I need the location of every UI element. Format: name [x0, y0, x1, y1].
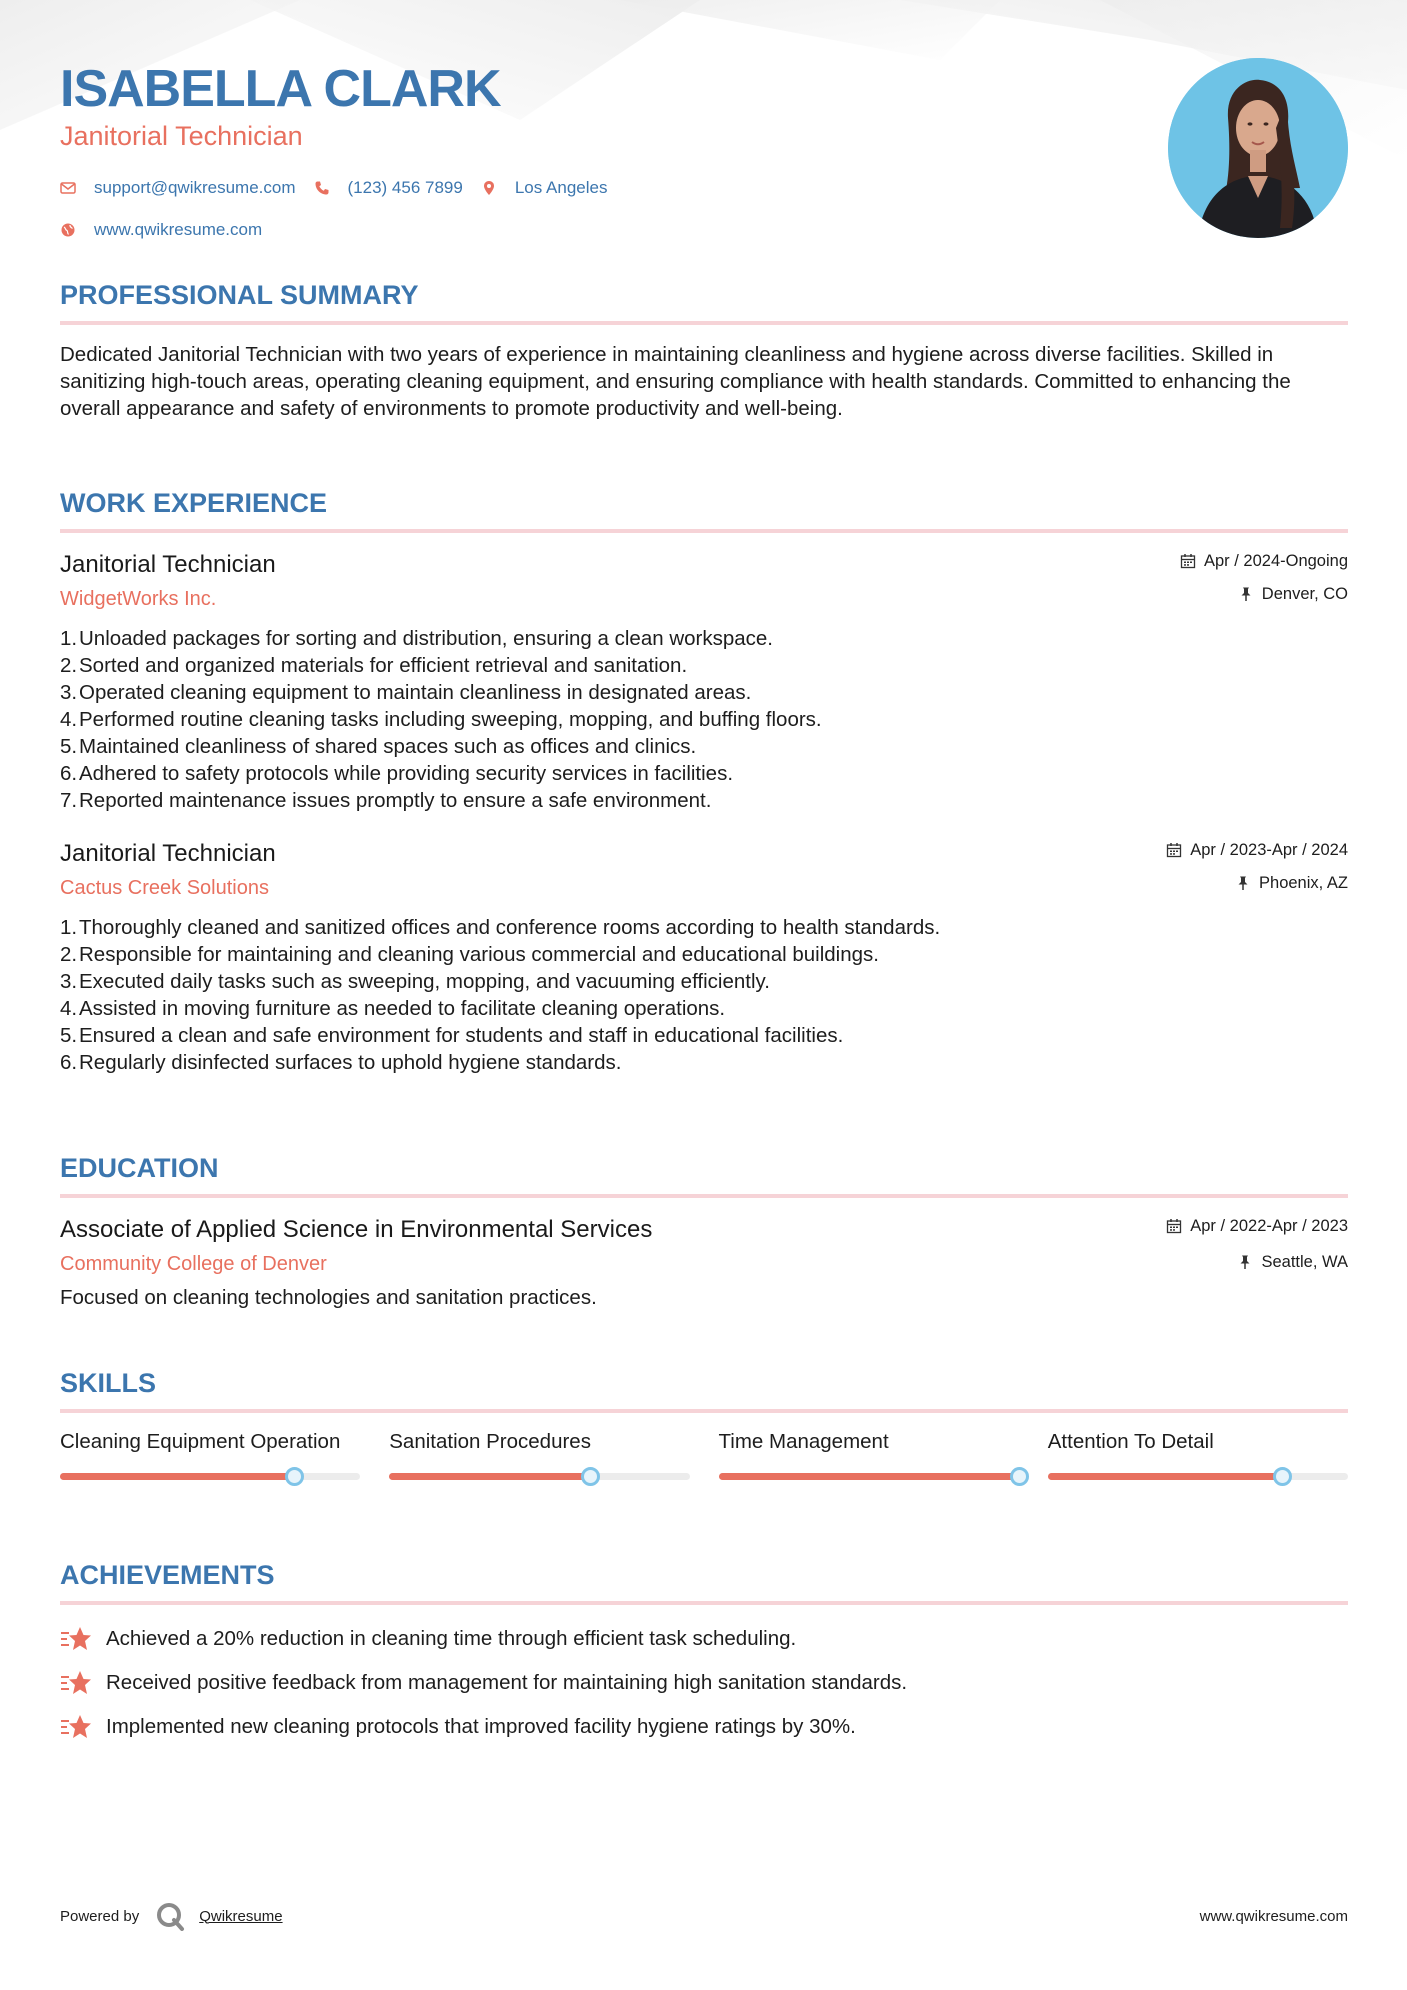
list-item: 6. Adhered to safety protocols while providing security services in facilities. [60, 762, 734, 785]
achievement-item [60, 1625, 1348, 1653]
skill-bar-knob [1273, 1467, 1292, 1486]
education-entry [60, 1214, 1348, 1312]
skills-section [60, 1366, 1348, 1480]
skill-name: Attention To Detail [1047, 1430, 1214, 1453]
location-text: Los Angeles [514, 178, 608, 197]
star-icon [60, 1713, 92, 1741]
summary-section [60, 278, 1348, 422]
skill-item [389, 1428, 689, 1480]
job-dates-text: Apr / 2023-Apr / 2024 [1190, 840, 1348, 859]
job-entry [60, 838, 1348, 1076]
contact-row [60, 176, 1150, 200]
skill-bar-knob [285, 1467, 304, 1486]
achievement-item [60, 1669, 1348, 1697]
skill-bar [389, 1473, 689, 1480]
job-meta [1180, 549, 1348, 606]
education-dates-text: Apr / 2022-Apr / 2023 [1190, 1216, 1348, 1235]
candidate-name: ISABELLA CLARK [60, 60, 501, 118]
education-section [60, 1151, 1348, 1312]
list-item: 4. Assisted in moving furniture as needed to facilitate cleaning operations. [60, 997, 726, 1020]
contact-row [60, 218, 1150, 242]
globe-icon [60, 222, 76, 238]
school-name: Community College of Denver [60, 1253, 327, 1275]
degree-title: Associate of Applied Science in Environmental Services [60, 1216, 653, 1243]
job-dates [1166, 838, 1348, 862]
pushpin-icon [1237, 1254, 1253, 1270]
skill-name: Time Management [718, 1430, 889, 1453]
star-icon [60, 1625, 92, 1653]
phone-icon [314, 180, 330, 196]
list-item: 1. Unloaded packages for sorting and distribution, ensuring a clean workspace. [60, 627, 773, 650]
job-dates [1180, 549, 1348, 573]
education-location-text: Seattle, WA [1261, 1252, 1348, 1271]
list-item: 5. Maintained cleanliness of shared spaces such as offices and clinics. [60, 735, 697, 758]
section-divider [60, 1601, 1348, 1605]
footer-website[interactable]: www.qwikresume.com [1199, 1907, 1348, 1925]
job-location-text: Phoenix, AZ [1259, 873, 1348, 892]
skill-bar-knob [1010, 1467, 1029, 1486]
skill-item [719, 1428, 1019, 1480]
achievement-text: Received positive feedback from management for maintaining high sanitation standards. [106, 1671, 908, 1694]
list-item: 7. Reported maintenance issues promptly to ensure a safe environment. [60, 789, 712, 812]
education-description: Focused on cleaning technologies and sanitation practices. [60, 1286, 597, 1309]
skill-item [1048, 1428, 1348, 1480]
skill-bar-fill [60, 1473, 294, 1480]
skill-name: Sanitation Procedures [389, 1430, 591, 1453]
skill-name: Cleaning Equipment Operation [60, 1430, 341, 1453]
achievements-list [60, 1625, 1348, 1741]
job-entry [60, 549, 1348, 814]
education-dates [1166, 1214, 1348, 1238]
list-item: 1. Thoroughly cleaned and sanitized offices and conference rooms according to health standards. [60, 916, 941, 939]
job-dates-text: Apr / 2024-Ongoing [1203, 551, 1348, 570]
education-meta [1166, 1214, 1348, 1274]
skill-bar [1048, 1473, 1348, 1480]
list-item: 3. Operated cleaning equipment to maintain cleanliness in designated areas. [60, 681, 752, 704]
envelope-icon [60, 180, 76, 196]
achievement-text: Achieved a 20% reduction in cleaning time through efficient task scheduling. [106, 1627, 797, 1650]
job-meta [1166, 838, 1348, 895]
website-contact[interactable] [60, 220, 262, 240]
list-item: 5. Ensured a clean and safe environment for students and staff in educational facilities. [60, 1024, 844, 1047]
calendar-icon [1166, 842, 1182, 858]
list-item: 2. Sorted and organized materials for efficient retrieval and sanitation. [60, 654, 688, 677]
candidate-title: Janitorial Technician [60, 121, 303, 151]
job-location-text: Denver, CO [1261, 584, 1348, 603]
achievements-section [60, 1558, 1348, 1741]
experience-section [60, 486, 1348, 1076]
section-divider [60, 1409, 1348, 1413]
summary-text: Dedicated Janitorial Technician with two years of experience in maintaining cleanliness and hygiene across diverse facilities. Skilled in sanitizing high-touch areas, operating cleaning equipment, and ensuring compliance with health standards. Committed to enhancing the overall appearance and safety of environments to promote productivity and well-being. [60, 343, 1291, 420]
email-contact[interactable] [60, 178, 296, 198]
skill-bar [719, 1473, 1019, 1480]
education-location [1166, 1250, 1348, 1274]
job-title: Janitorial Technician [60, 551, 276, 578]
list-item: 6. Regularly disinfected surfaces to uphold hygiene standards. [60, 1051, 622, 1074]
skill-bar-fill [1048, 1473, 1282, 1480]
job-location [1180, 582, 1348, 606]
job-company: Cactus Creek Solutions [60, 877, 269, 899]
phone-text: (123) 456 7899 [347, 178, 463, 197]
skill-bar-knob [581, 1467, 600, 1486]
map-pin-icon [481, 180, 497, 196]
section-divider [60, 321, 1348, 325]
section-divider [60, 1194, 1348, 1198]
skill-bar-fill [389, 1473, 590, 1480]
calendar-icon [1180, 553, 1196, 569]
skill-bar [60, 1473, 360, 1480]
skills-heading: SKILLS [60, 1368, 157, 1398]
summary-heading: PROFESSIONAL SUMMARY [60, 280, 419, 310]
qwikresume-logo-icon [155, 1901, 185, 1931]
star-icon [60, 1669, 92, 1697]
list-item: 2. Responsible for maintaining and cleaning various commercial and educational buildings. [60, 943, 879, 966]
job-duties [60, 625, 1348, 814]
achievements-heading: ACHIEVEMENTS [60, 1560, 275, 1590]
skill-bar-fill [719, 1473, 1019, 1480]
contact-info [60, 176, 1150, 242]
list-item: 3. Executed daily tasks such as sweeping, mopping, and vacuuming efficiently. [60, 970, 770, 993]
profile-photo [1168, 58, 1348, 238]
powered-by-label: Powered by [60, 1907, 140, 1925]
job-duties [60, 914, 1348, 1076]
experience-heading: WORK EXPERIENCE [60, 488, 328, 518]
website-text: www.qwikresume.com [94, 220, 263, 239]
qwikresume-link[interactable]: Qwikresume [199, 1907, 283, 1925]
achievement-item [60, 1713, 1348, 1741]
list-item: 4. Performed routine cleaning tasks including sweeping, mopping, and buffing floors. [60, 708, 822, 731]
achievement-text: Implemented new cleaning protocols that improved facility hygiene ratings by 30%. [106, 1715, 856, 1738]
pushpin-icon [1235, 875, 1251, 891]
job-company: WidgetWorks Inc. [60, 588, 217, 610]
location-contact [481, 178, 608, 198]
calendar-icon [1166, 1218, 1182, 1234]
page-footer [60, 1896, 1348, 1936]
skill-item [60, 1428, 360, 1480]
pushpin-icon [1238, 586, 1254, 602]
phone-contact[interactable] [314, 178, 463, 198]
job-location [1166, 871, 1348, 895]
email-text: support@qwikresume.com [94, 178, 296, 197]
resume-header [60, 58, 1150, 242]
job-title: Janitorial Technician [60, 840, 276, 867]
skills-list [60, 1428, 1348, 1480]
section-divider [60, 529, 1348, 533]
education-heading: EDUCATION [60, 1153, 219, 1183]
